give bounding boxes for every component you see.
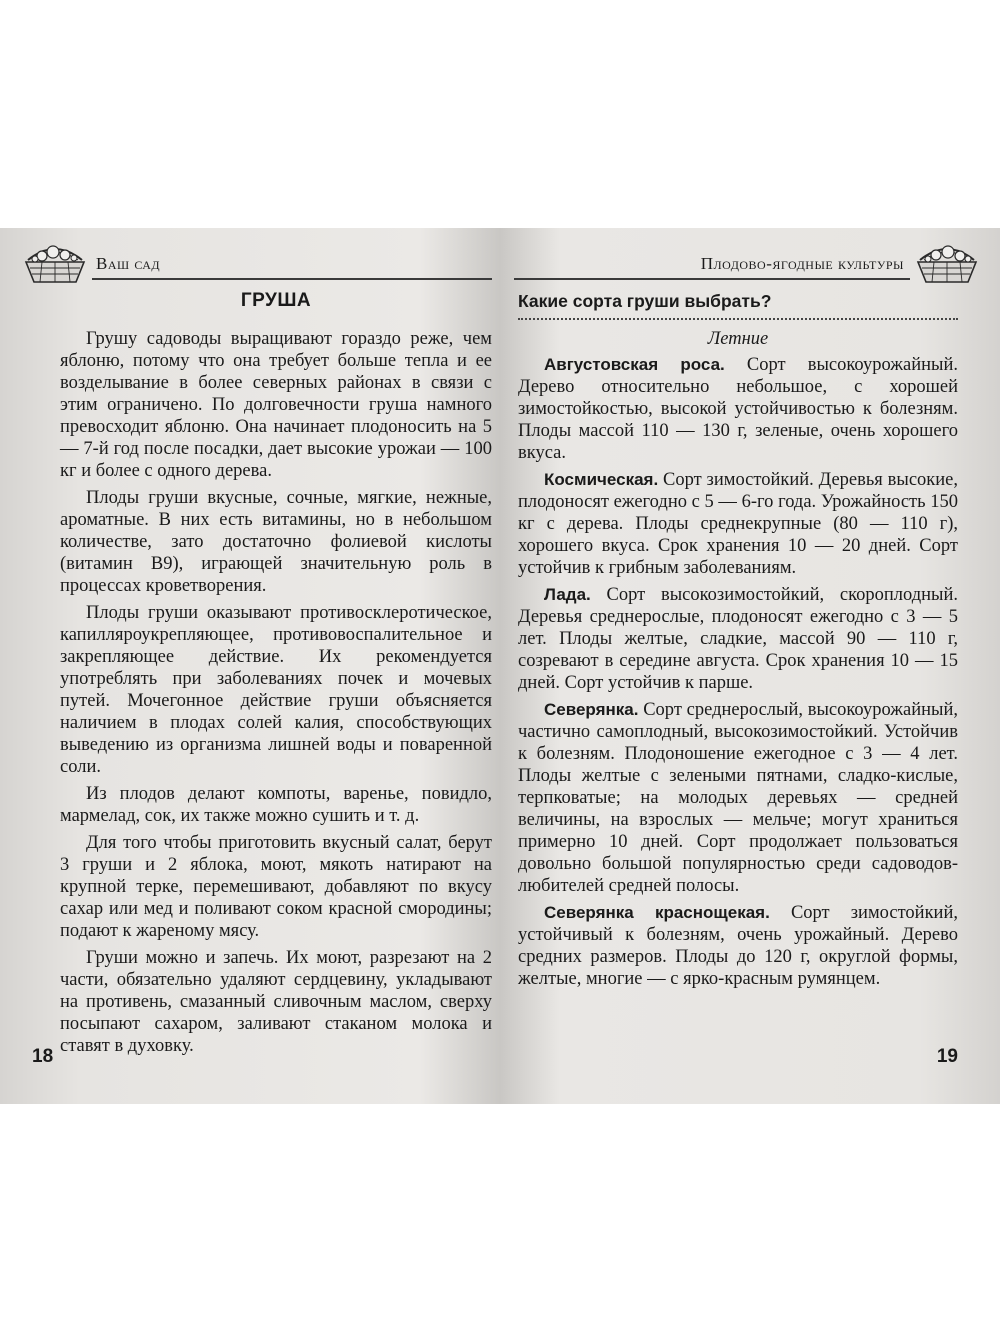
section-heading: Какие сорта груши выбрать?	[518, 290, 958, 320]
variety-entry	[518, 469, 958, 579]
variety-name: Космическая.	[544, 470, 659, 489]
page-number-right: 19	[936, 1046, 958, 1067]
right-text-column	[518, 290, 958, 995]
variety-name: Лада.	[544, 585, 591, 604]
subheading: Летние	[707, 329, 769, 349]
section-heading: ГРУША	[240, 290, 312, 311]
book-spread	[0, 228, 1000, 1104]
page-number-left: 18	[32, 1046, 54, 1067]
variety-description: Сорт среднерослый, высокоурожайный, частично самоплодный, высокозимостойкий. Устойчив к болезням. Плодоношение ежегодное с 3 — 4 лет. Плоды желтые с зелеными пятнами, сладко-кислые, терпковатые; на молодых деревьях — средней величины, на взрослых — мельче; могут храниться примерно 10 дней. Сорт продолжает пользоваться довольно большой популярностью среди садоводов-любителей средней полосы.	[518, 700, 958, 896]
variety-name: Северянка краснощекая.	[544, 903, 770, 922]
variety-description: Сорт высокоурожайный. Дерево относительно небольшое, с хорошей зимостойкостью, высокой устойчивостью к болезням. Плоды массой 110 — 130 г, зеленые, очень хорошего вкуса.	[518, 355, 958, 463]
variety-description: Сорт зимостойкий. Деревья высокие, плодоносят ежегодно с 5 — 6-го года. Урожайность 150 кг с дерева. Плоды среднекрупные (80 — 110 г), хорошего вкуса. Срок хранения 10 — 20 дней. Сорт устойчив к грибным заболеваниям.	[518, 470, 958, 578]
variety-description: Сорт зимостойкий, устойчивый к болезням, очень урожайный. Дерево средних размеров. Плоды до 120 г, округлой формы, желтые, многие — с ярко-красным румянцем.	[518, 903, 958, 989]
header-rule	[514, 278, 910, 280]
left-text-column	[60, 290, 492, 1062]
paragraph: Плоды груши оказывают противосклеротическое, капилляроукрепляющее, противовоспалительное и закрепляющее действие. Их рекомендуется употреблять при заболеваниях почек и мочевых путей. Мочегонное действие груши объясняется наличием в плодах солей калия, способствующих выведению из организма лишней воды и поваренной соли.	[60, 603, 492, 777]
running-head-title: Ваш сад	[96, 254, 161, 273]
paragraph: Плоды груши вкусные, сочные, мягкие, нежные, ароматные. В них есть витамины, но в небольшом количестве, зато достаточно фолиевой кислоты (витамин В9), играющей значительную роль в процессах кроветворения.	[60, 488, 492, 596]
fruit-basket-icon	[22, 230, 88, 286]
left-page	[0, 228, 500, 1104]
fruit-basket-icon	[914, 230, 980, 286]
variety-description: Сорт высокозимостойкий, скороплодный. Деревья среднерослые, плодоносят ежегодно с 3 — 5 лет. Плоды желтые, сладкие, массой 90 — 110 г, созревают в середине августа. Срок хранения 10 — 15 дней. Сорт устойчив к парше.	[518, 585, 958, 693]
right-page	[500, 228, 1000, 1104]
running-head-title: Плодово-ягодные культуры	[700, 254, 904, 273]
header-rule	[92, 278, 492, 280]
variety-entry	[518, 902, 958, 990]
variety-name: Северянка.	[544, 700, 639, 719]
paragraph: Для того чтобы приготовить вкусный салат, берут 3 груши и 2 яблока, моют, мякоть натирают на крупной терке, перемешивают, добавляют по вкусу сахар или мед и поливают соком красной смородины; подают к жареному мясу.	[60, 833, 492, 941]
paragraph: Груши можно и запечь. Их моют, разрезают на 2 части, обязательно удаляют сердцевину, укладывают на противень, смазанный сливочным маслом, сверху посыпают сахаром, заливают стаканом молока и ставят в духовку.	[60, 948, 492, 1056]
running-header-right	[514, 228, 980, 288]
variety-entry	[518, 354, 958, 464]
running-header-left	[22, 228, 492, 288]
variety-entry	[518, 584, 958, 694]
paragraph: Из плодов делают компоты, варенье, повидло, мармелад, сок, их также можно сушить и т. д.	[60, 784, 492, 826]
variety-name: Августовская роса.	[544, 355, 725, 374]
paragraph: Грушу садоводы выращивают гораздо реже, чем яблоню, потому что она требует больше тепла и ее возделывание в более северных районах в связи с этим ограничено. По долговечности груша намного превосходит яблоню. Она начинает плодоносить на 5 — 7-й год после посадки, дает высокие урожаи — 100 кг и более с одного дерева.	[60, 329, 492, 481]
variety-entry	[518, 699, 958, 897]
